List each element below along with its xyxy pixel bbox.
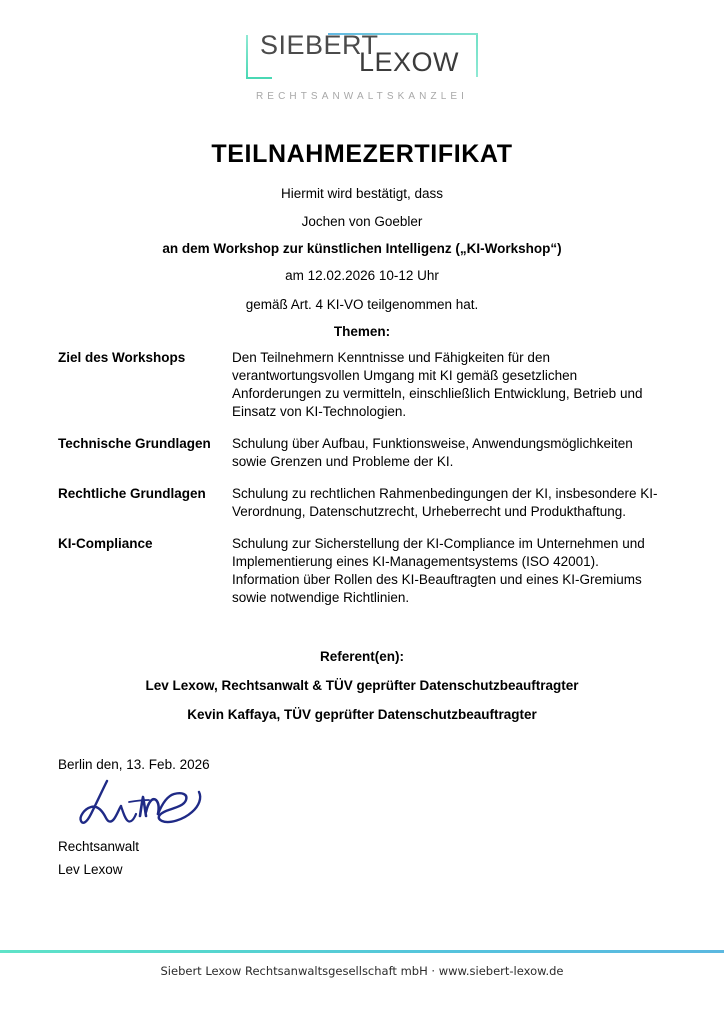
legal-basis-line: gemäß Art. 4 KI-VO teilgenommen hat.	[245, 297, 479, 312]
workshop-date-line: am 12.02.2026 10-12 Uhr	[285, 268, 439, 283]
referent-name: Lev Lexow, Rechtsanwalt & TÜV geprüfter Datenschutzbeauftragter	[145, 678, 579, 693]
confirmation-line: Hiermit wird bestätigt, dass	[280, 186, 444, 201]
signature-section	[58, 757, 458, 877]
signatory-name: Lev Lexow	[58, 862, 123, 877]
topic-label: Rechtliche Grundlagen	[58, 486, 206, 501]
table-row	[58, 435, 668, 471]
table-row	[58, 535, 668, 607]
referent-name: Kevin Kaffaya, TÜV geprüfter Datenschutzbeauftragter	[187, 707, 537, 722]
topic-description: Den Teilnehmern Kenntnisse und Fähigkeiten für den verantwortungsvollen Umgang mit KI gemäß gesetzlichen Anforderungen zu vermitteln, einschließlich Entwicklung, Betrieb und Einsatz von KI-Technologien.	[232, 350, 643, 419]
page-title: TEILNAHMEZERTIFIKAT	[211, 140, 513, 168]
logo-subtitle: RECHTSANWALTSKANZLEI	[255, 91, 469, 102]
participant-name: Jochen von Goebler	[301, 214, 423, 229]
company-logo	[0, 30, 724, 102]
topic-description: Schulung über Aufbau, Funktionsweise, Anwendungsmöglichkeiten sowie Grenzen und Probleme der KI.	[232, 436, 633, 469]
footer-company-info: Siebert Lexow Rechtsanwaltsgesellschaft mbH · www.siebert-lexow.de	[160, 964, 564, 978]
footer-divider	[0, 950, 724, 953]
handwritten-signature-icon	[66, 776, 226, 834]
signature-place-date: Berlin den, 13. Feb. 2026	[58, 757, 210, 772]
logo-word-siebert: SIEBERT	[260, 30, 379, 60]
logo-word-lexow: LEXOW	[359, 47, 460, 77]
topic-description: Schulung zu rechtlichen Rahmenbedingungen der KI, insbesondere KI-Verordnung, Datenschutzrecht, Urheberrecht und Produkthaftung.	[232, 486, 658, 519]
logo-wordmark	[246, 30, 478, 79]
topic-label: Ziel des Workshops	[58, 350, 186, 365]
topic-description: Schulung zur Sicherstellung der KI-Compliance im Unternehmen und Implementierung eines KI-Managementsystems (ISO 42001). Information über Rollen des KI-Beauftragten und eines KI-Gremiums sowie notwendige Richtlinien.	[232, 536, 645, 605]
topic-label: KI-Compliance	[58, 536, 153, 551]
topics-heading: Themen:	[333, 324, 391, 339]
table-row	[58, 349, 668, 421]
referents-section	[0, 649, 724, 736]
topic-label: Technische Grundlagen	[58, 436, 211, 451]
signatory-role: Rechtsanwalt	[58, 839, 140, 854]
workshop-title-line: an dem Workshop zur künstlichen Intelligenz („KI-Workshop“)	[162, 241, 562, 256]
logo-frame	[246, 30, 478, 79]
referents-heading: Referent(en):	[319, 649, 404, 664]
topics-table	[58, 349, 668, 621]
table-row	[58, 485, 668, 521]
